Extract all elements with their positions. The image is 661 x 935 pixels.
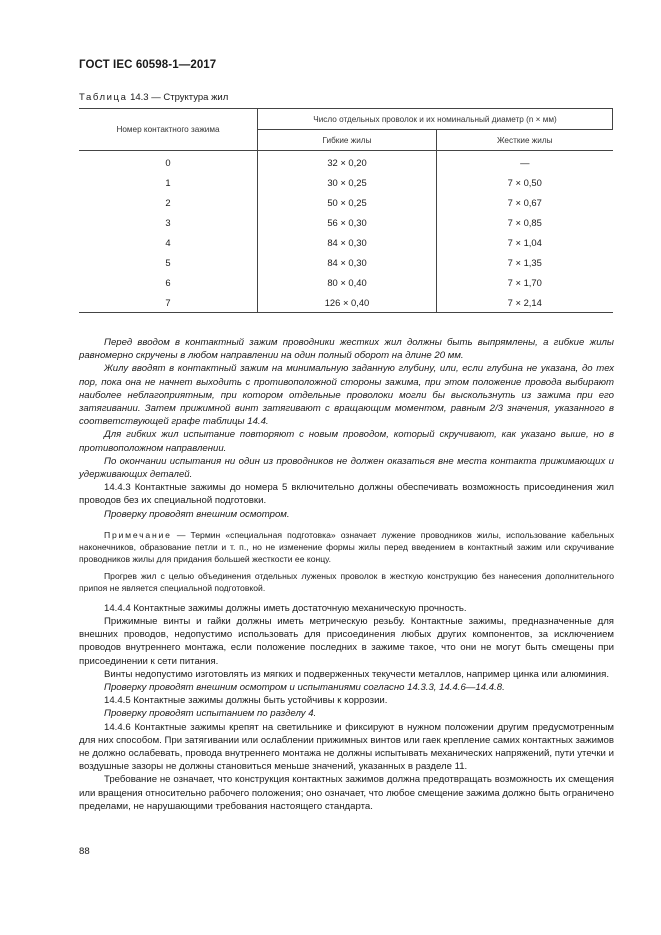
table-row — [79, 192, 613, 212]
cell-flexible: 56 × 0,30 — [258, 212, 437, 232]
cell-rigid: 7 × 0,50 — [437, 172, 613, 192]
cell-flexible: 84 × 0,30 — [258, 252, 437, 272]
paragraph-requirement-note: Требование не означает, что конструкция контактных зажимов должна предотвращать возможность их смещения или вращения относительно рабочего положения; оно означает, что любое смещение зажима должно быть ограничено пределами, не нарушающими требования настоящего стандарта. — [79, 774, 614, 812]
table-row — [79, 151, 613, 173]
document-header: ГОСТ IEC 60598-1—2017 — [79, 59, 217, 71]
table-row — [79, 172, 613, 192]
cell-rigid: 7 × 0,67 — [437, 192, 613, 212]
table-row — [79, 292, 613, 313]
table-row — [79, 212, 613, 232]
table-row — [79, 252, 613, 272]
table-row — [79, 232, 613, 252]
header-contact-number: Номер контактного зажима — [79, 109, 258, 151]
cell-flexible: 84 × 0,30 — [258, 232, 437, 252]
note-special-preparation — [79, 529, 614, 565]
cell-rigid: 7 × 2,14 — [437, 292, 613, 313]
cell-contact-number: 5 — [79, 252, 258, 272]
cell-flexible: 126 × 0,40 — [258, 292, 437, 313]
paragraph-screws-thread: Прижимные винты и гайки должны иметь метрическую резьбу. Контактные зажимы, предназначенные для внешних проводов, недопустимо использовать для присоединения любых других компонентов, за исключением проводов внутреннего монтажа, если положение последних в зажиме такое, что они не могут быть смещены при присоединении к сети питания. — [79, 616, 614, 667]
cell-contact-number: 3 — [79, 212, 258, 232]
paragraph-flexible-repeat: Для гибких жил испытание повторяют с новым проводом, который скручивают, как указано выше, но в противоположном направлении. — [79, 429, 614, 454]
cell-contact-number: 4 — [79, 232, 258, 252]
note-label: Примечание — [104, 529, 172, 540]
paragraph-14-4-6: 14.4.6 Контактные зажимы крепят на светильнике и фиксируют в нужном положении другим предусмотренным для них способом. При затягивании или ослаблении прижимных винтов или гаек крепление самих контактных зажимов не должно ослабевать, провода внутреннего монтажа не должны испытывать механических напряжений, пути утечки и воздушные зазоры не должны становиться меньше значений, указанных в разделе 11. — [79, 721, 614, 773]
cell-contact-number: 6 — [79, 272, 258, 292]
header-flexible: Гибкие жилы — [258, 130, 437, 151]
cell-contact-number: 1 — [79, 172, 258, 192]
table-row — [79, 272, 613, 292]
cell-rigid: 7 × 1,04 — [437, 232, 613, 252]
paragraph-14-4-5: 14.4.5 Контактные зажимы должны быть устойчивы к коррозии. — [104, 695, 388, 707]
paragraph-14-4-3: 14.4.3 Контактные зажимы до номера 5 включительно должны обеспечивать возможность присоединения жил проводов без их специальной подготовки. — [79, 482, 614, 507]
table-caption-title: 14.3 — Структура жил — [127, 92, 229, 103]
cell-contact-number: 2 — [79, 192, 258, 212]
page-number: 88 — [79, 846, 90, 857]
table-body — [79, 151, 613, 313]
table-caption — [79, 92, 228, 103]
paragraph-14-4-4: 14.4.4 Контактные зажимы должны иметь достаточную механическую прочность. — [104, 602, 467, 614]
paragraph-visual-check: Проверку проводят внешним осмотром. — [104, 508, 290, 520]
note-tinning: Прогрев жил с целью объединения отдельных луженых проволок в жесткую конструкцию без нанесения дополнительного припоя не является специальной подготовкой. — [79, 570, 614, 593]
cell-rigid: 7 × 0,85 — [437, 212, 613, 232]
wire-structure-table — [79, 108, 613, 313]
paragraph-test-result: По окончании испытания ни один из проводников не должен оказаться вне места контакта прижимающих и удерживающих деталей. — [79, 455, 614, 481]
header-wire-count-diameter: Число отдельных проволок и их номинальный диаметр (n × мм) — [258, 109, 613, 130]
paragraph-insertion: Жилу вводят в контактный зажим на минимальную заданную глубину, или, если глубина не указана, до тех пор, пока она не начнет выходить с противоположной стороны зажима, при этом положение провода выбирают наиболее неблагоприятным, при котором отдельные проволоки могли бы выскользнуть из зажима при его затягивании. Затем прижимной винт затягивают с вращающим моментом, равным 2/3 значения, указанного в соответствующей графе таблицы 14.4. — [79, 363, 614, 428]
header-rigid: Жесткие жилы — [437, 130, 613, 151]
paragraph-section-4-test: Проверку проводят испытанием по разделу 4. — [104, 708, 317, 720]
paragraph-screw-materials: Винты недопустимо изготовлять из мягких и подверженных текучести металлов, например цинка или алюминия. — [104, 668, 610, 680]
cell-rigid: 7 × 1,35 — [437, 252, 613, 272]
cell-flexible: 50 × 0,25 — [258, 192, 437, 212]
cell-contact-number: 0 — [79, 151, 258, 173]
cell-flexible: 30 × 0,25 — [258, 172, 437, 192]
cell-rigid: — — [437, 151, 613, 173]
cell-contact-number: 7 — [79, 292, 258, 313]
paragraph-inspection-tests: Проверку проводят внешним осмотром и испытаниями согласно 14.3.3, 14.4.6—14.4.8. — [104, 682, 505, 694]
cell-flexible: 32 × 0,20 — [258, 151, 437, 173]
cell-flexible: 80 × 0,40 — [258, 272, 437, 292]
cell-rigid: 7 × 1,70 — [437, 272, 613, 292]
paragraph-straightening: Перед вводом в контактный зажим проводники жестких жил должны быть выпрямлены, а гибкие жилы равномерно скручены в любом направлении на один полный оборот на длине 20 мм. — [79, 337, 614, 362]
table-caption-label: Таблица — [79, 92, 128, 103]
body-text — [79, 336, 614, 813]
note-text: — Термин «специальная подготовка» означает лужение проводников жилы, использование кабельных наконечников, образование петли и т. п., но не изменение формы жилы перед введением в контактный зажим или скручивание проводников жилы для придания большей жесткости ее концу. — [79, 529, 614, 564]
